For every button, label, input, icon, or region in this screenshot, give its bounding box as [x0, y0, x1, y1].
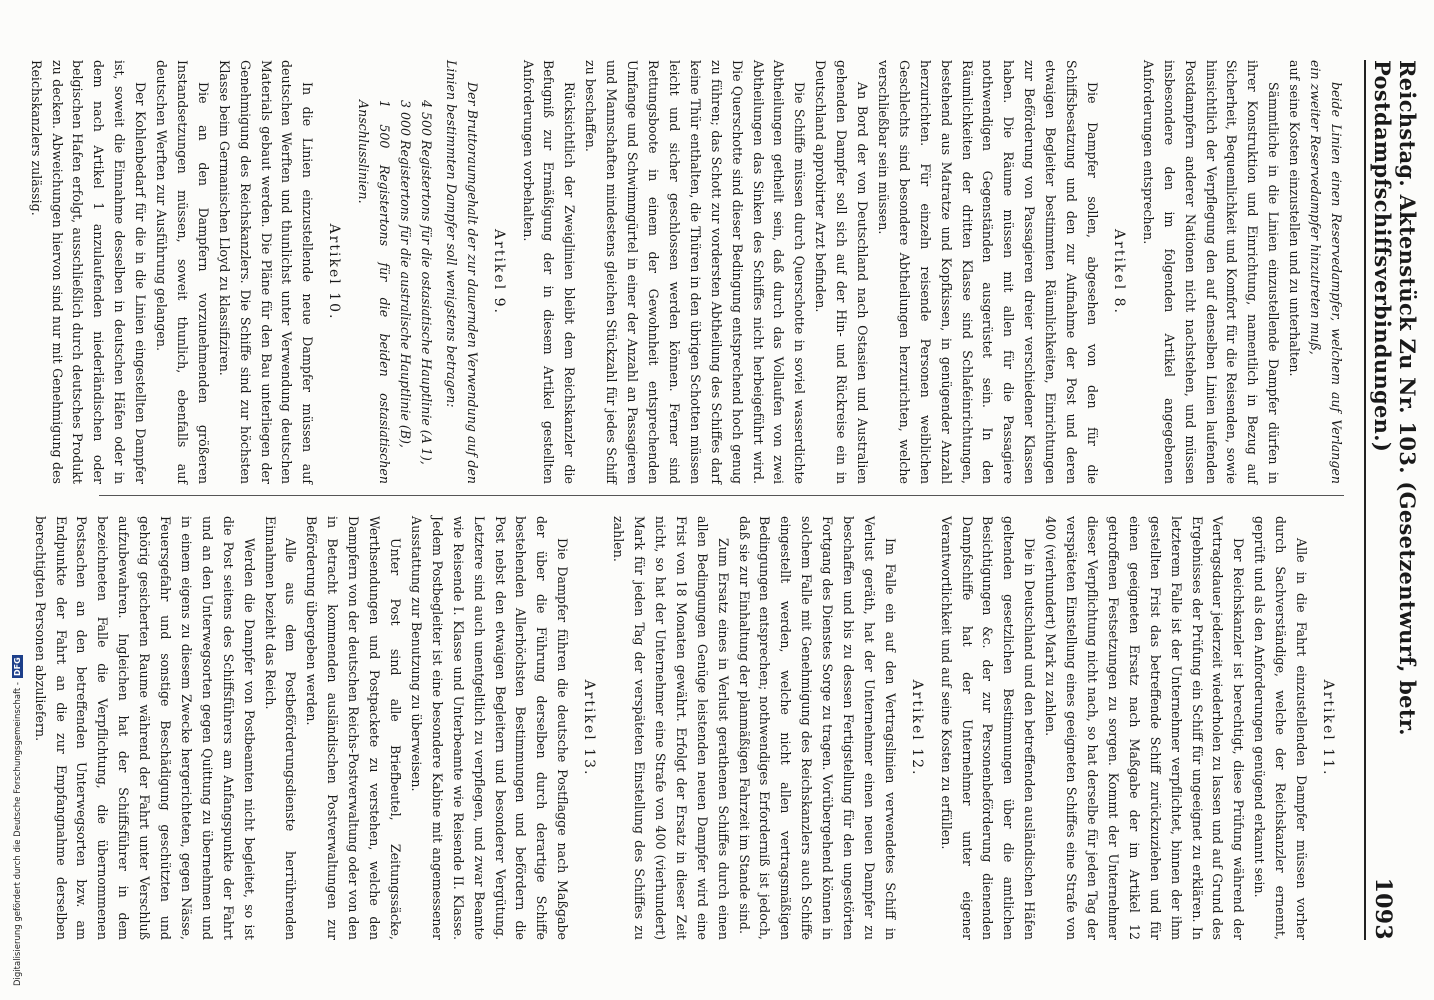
paragraph: Die in Deutschland und den betreffenden ausländischen Häfen geltenden gesetzlichen Bestimmungen über die amtlichen Besichtigungen &c. der zur Personenbeförderung dienenden Dampfschiffe hat der Unternehmer unter eigener Verantwortlichkeit und auf seine Kosten zu erfüllen. — [938, 516, 1038, 940]
paragraph: Zum Ersatz eines in Verlust gerathenen Schiffes durch einen allen Bedingungen Genüge leistenden neuen Dampfer wird eine Frist von 18 Monaten gewährt. Erfolgt der Ersatz in dieser Zeit nicht, so hat der Unternehmer eine Strafe von 400 (vierhundert) Mark für jeden Tag der verspäteten Einstellung des Schiffes zu zahlen. — [611, 516, 731, 940]
article-heading-8: Artikel 8. — [1110, 229, 1127, 315]
article-heading-11: Artikel 11. — [1320, 679, 1336, 777]
article-heading-10: Artikel 10. — [326, 223, 343, 321]
paragraph: Im Falle ein auf den Vertragslinien verwendetes Schiff in Verlust geräth, hat der Unternehmer einen neuen Dampfer zu beschaffen und bis zu dessen Fertigstellung für den ungestörten Fortgang des Dienstes Sorge zu tragen. Vorübergehend können in solchem Falle mit Genehmigung des Reichskanzlers auch Schiffe eingestellt werden, welche nicht allen vertragsmäßigen Bedingungen entsprechen; nothwendiges Erforderniß ist jedoch, daß sie zur Einhaltung der planmäßigen Fahrzeit im Stande sind. — [736, 516, 898, 940]
article-heading-12: Artikel 12. — [908, 679, 925, 777]
paragraph: Alle in die Fahrt einzustellenden Dampfer müssen vorher durch Sachverständige, welche der Reichskanzler ernennt, geprüft und als den Anforderungen genügend erkannt sein. — [1252, 516, 1310, 940]
running-head-title: Reichstag. Aktenstück Zu Nr. 103. (Gesetzentwurf, betr. Postdampfschiffsverbindungen.) — [1370, 60, 1420, 736]
paragraph: beide Linien einen Reservedampfer, welchem auf Verlangen ein zweiter Reservedampfer hinzutreten muß, — [1308, 60, 1344, 484]
paragraph: Sämmtliche in die Linien einzustellende Dampfer dürfen in ihrer Konstruktion und Einrichtung, namentlich in Bezug auf Sicherheit, Bequemlichkeit und Komfort für die Reisenden, sowie hinsichtlich der Verpflegung den auf denselben Linien laufenden Postdampfern anderer Nationen nicht nachstehen, und müssen insbesondere den im folgenden Artikel angegebenen Anforderungen entsprechen. — [1140, 60, 1282, 484]
left-column — [25, 60, 1346, 484]
paragraph: Rücksichtlich der Zweiglinien bleibt dem Reichskanzler die Befugniß zur Ermäßigung der in diesem Artikel gestellten Anforderungen vorbehalten. — [520, 60, 578, 484]
article-heading-13: Artikel 13. — [581, 679, 598, 777]
paragraph: Der Kohlenbedarf für die in die Linien eingestellten Dampfer ist, soweit die Einnahme desselben in deutschen Häfen oder in dem nach Artikel 1 anzulaufenden niederländischen oder belgischen Hafen erfolgt, ausschließlich durch deutsches Produkt zu decken. Abweichungen hiervon sind nur mit Genehmigung des Reichskanzlers zulässig. — [28, 60, 149, 484]
page-number: 1093 — [1370, 877, 1396, 940]
paragraph: Der Bruttoraumgehalt der zur dauernden Verwendung auf den Linien bestimmten Dampfer soll wenigstens betragen: — [443, 60, 480, 484]
tonnage-list — [352, 100, 436, 484]
running-head — [1364, 60, 1420, 940]
paragraph: Alle aus dem Postbeförderungsdienste herrührenden Einnahmen bezieht das Reich. — [262, 516, 299, 940]
paragraph: Die an den Dampfern vorzunehmenden größeren Instandsetzungen müssen, soweit thunlich, ebenfalls auf deutschen Werften zur Ausführung gelangen. — [154, 60, 211, 484]
paragraph: In die Linien einzustellende neue Dampfer müssen auf deutschen Werften und thunlichst unter Verwendung deutschen Materials gebaut werden. Die Pläne für den Bau unterliegen der Genehmigung des Reichskanzlers. Die Schiffe sind zur höchsten Klasse beim Germanischen Lloyd zu klassifiziren. — [216, 60, 316, 484]
paragraph: Die Dampfer führen die deutsche Postflagge nach Maßgabe der über die Führung derselben durch derartige Schiffe bestehenden Allerhöchsten Bestimmungen und befördern die Post nebst den etwaigen Begleitern und besonderer Vergütung. Letztere sind auch unentgeltlich zu verpflegen, und zwar Beamte wie Reisende I. Klasse und Unterbeamte wie Reisende II. Klasse. Jedem Postbegleiter ist eine besondere Kabine mit angemessener Ausstattung zur Benutzung zu überweisen. — [408, 516, 571, 940]
paragraph: auf seine Kosten einzustellen und zu unterhalten. — [1287, 60, 1303, 377]
article-heading-9: Artikel 9. — [490, 229, 507, 315]
paragraph: Unter Post sind alle Briefbeutel, Zeitungssäcke, Werthsendungen und Postpackete zu verstehen, welche den Dampfern von der deutschen Reichs-Postverwaltung oder von den in Betracht kommenden ausländischen Postverwaltungen zur Beförderung übergeben werden. — [304, 516, 404, 940]
right-column — [29, 516, 1346, 940]
credit-text: Digitalisierung gefördert durch die Deutsche Forschungsgemeinschaft - — [12, 682, 23, 986]
paragraph: An Bord der von Deutschland nach Ostasien und Australien gehenden Dampfer soll sich auf der Hin- und Rückreise ein in Deutschland approbirter Arzt befinden. — [813, 60, 871, 484]
paragraph: Werden die Dampfer von Postbeamten nicht begleitet, so ist die Post seitens des Schiffsführers am Anfangspunkte der Fahrt und an den Unterwegsorten gegen Quittung zu übernehmen und in einem eigens zu diesem Zwecke hergerichteten, gegen Nässe, Feuersgefahr und sonstige Beschädigung geschützten und gehörig gesicherten Raume während der Fahrt unter Verschluß aufzubewahren. Ingleichen hat der Schiffsführer in dem bezeichneten Falle die Verpflichtung, die übernommenen Postsachen an den betreffenden Unterwegsorten bzw. am Endpunkte der Fahrt an die zur Empfangnahme derselben berechtigten Personen abzuliefern. — [32, 516, 257, 940]
dfg-logo: DFG — [13, 657, 22, 677]
paragraph: Die Schiffe müssen durch Querschotte in soviel wasserdichte Abtheilungen getheilt sein, daß durch das Vollaufen von zwei Abtheilungen das Sinken des Schiffes nicht herbeigeführt wird. Die Querschotte sind dieser Bedingung entsprechend hoch genug zu führen; das Schott zur vordersten Abtheilung des Schiffes darf keine Thür enthalten, die Thüren in den übrigen Schotten müssen leicht und sicher geschlossen werden können. Ferner sind Rettungsboote in einem der Gewohnheit entsprechenden Umfange und Schwimmgürtel in einer der Anzahl an Passagieren und Mannschaften mindestens gleichen Stückzahl für jedes Schiff zu beschaffen. — [583, 60, 808, 484]
list-item: 1 500 Registertons für die beiden ostasiatischen Anschlusslinien. — [356, 100, 393, 484]
column-divider — [99, 495, 1344, 496]
paragraph: Die Dampfer sollen, abgesehen von den für die Schiffsbesatzung und den zur Aufnahme der Post und deren etwaigen Begleiter bestimmten Räumlichkeiten, Einrichtungen zur Beförderung von Passagieren dreier verschiedener Klassen haben. Die Räume müssen mit allen für die Passagiere nothwendigen Gegenständen ausgerüstet sein. In den Räumlichkeiten der dritten Klasse sind Schlafeinrichtungen, bestehend aus Matratze und Kopfkissen, in genügender Anzahl herzurichten. Für einzeln reisende Personen weiblichen Geschlechts sind besondere Abtheilungen herzurichten, welche verschließbar sein müssen. — [875, 60, 1101, 484]
paragraph: Der Reichskanzler ist berechtigt, diese Prüfung während der Vertragsdauer jederzeit wiederholen zu lassen und auf Grund des Ergebnisses der Prüfung ein Schiff für ungeeignet zu erklären. In letzterem Falle ist der Unternehmer verpflichtet, binnen der ihm gestellten Frist das betreffende Schiff zurückzuziehen und für einen geeigneten Ersatz nach Maßgabe der im Artikel 12 getroffenen Festsetzungen zu sorgen. Kommt der Unternehmer dieser Verpflichtung nicht nach, so hat derselbe für jeden Tag der verspäteten Einstellung eines geeigneten Schiffes eine Strafe von 400 (vierhundert) Mark zu zahlen. — [1043, 516, 1247, 940]
list-item: 3 000 Registertons für die australische Hauptlinie (B), — [398, 100, 414, 448]
list-item: 4 500 Registertons für die ostasiatische Hauptlinie (A 1), — [418, 100, 434, 465]
